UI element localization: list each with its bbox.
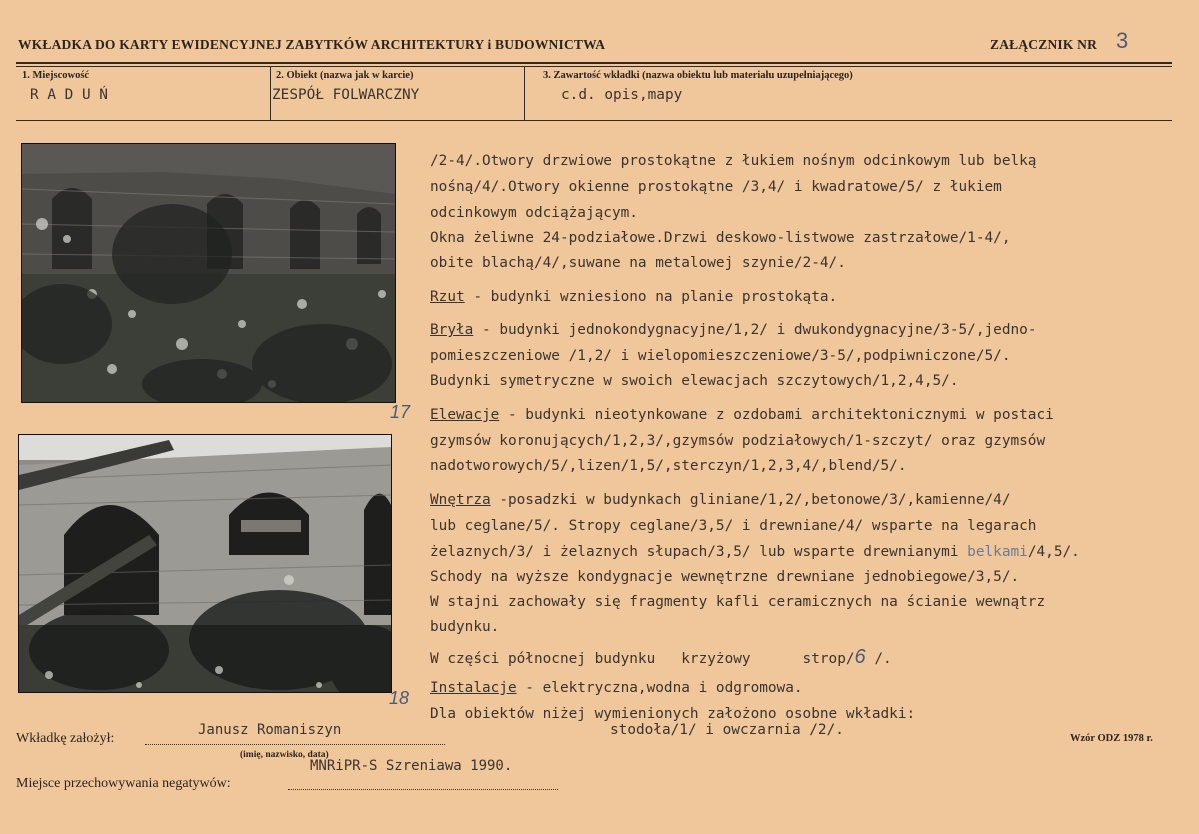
text-line: Dla obiektów niżej wymienionych założono osobne wkładki: [430,706,916,722]
storage-label: Miejsce przechowywania negatywów: [16,776,231,791]
table-bottom-rule [16,120,1172,121]
text-line: lub ceglane/5/. Stropy ceglane/3,5/ i drewniane/4/ wsparte na legarach [430,518,1037,534]
section-elewacje [430,407,1054,423]
section-heading: Elewacje [430,407,500,423]
section-rzut [430,289,837,305]
photo-ruined-wall-overgrown [21,143,396,403]
object-value: ZESPÓŁ FOLWARCZNY [272,87,420,103]
locality-value: R A D U Ń [30,87,108,103]
attachment-label: ZAŁĄCZNIK NR [990,37,1098,52]
storage-underline [288,789,558,790]
locality-label: 1. Miejscowość [22,70,90,81]
text-line: W stajni zachowały się fragmenty kafli ceramicznych na ścianie wewnątrz [430,594,1046,610]
storage-value: MNRiPR-S Szreniawa 1990. [310,758,513,774]
correction-word: belkami [967,544,1028,560]
section-heading: Wnętrza [430,492,491,508]
attachment-number: 3 [1116,28,1129,53]
text-line-north-part [430,646,892,669]
photo-brick-arches [18,434,392,693]
text-line: budynku. [430,619,500,635]
author-value: Janusz Romaniszyn [198,722,342,738]
text-line: nośną/4/.Otwory okienne prostokątne /3,4/ i kwadratowe/5/ z łukiem [430,179,1002,195]
content-label: 3. Zawartość wkładki (nazwa obiektu lub materiału uzupełniającego) [543,70,853,81]
text-segment: żelaznych/3/ i żelaznych słupach/3,5/ lub wsparte drewnianymi [430,544,968,560]
section-text: - budynki nieotynkowane z ozdobami architektonicznymi w postaci [499,407,1054,423]
section-text: - budynki jednokondygnacyjne/1,2/ i dwukondygnacyjne/3-5/,jedno- [473,322,1037,338]
text-line: obite blachą/4/,suwane na metalowej szynie/2-4/. [430,255,846,271]
text-line: Okna żeliwne 24-podziałowe.Drzwi deskowo-listwowe zastrzałowe/1-4/, [430,230,1011,246]
section-heading: Instalacje [430,680,517,696]
page-title: WKŁADKA DO KARTY EWIDENCYJNEJ ZABYTKÓW ARCHITEKTURY i BUDOWNICTWA [18,37,606,52]
table-divider-1 [270,66,271,120]
section-text: -posadzki w budynkach gliniane/1,2/,betonowe/3/,kamienne/4/ [490,492,1011,508]
handwritten-number: 6 [854,646,866,668]
text-line: pomieszczeniowe /1,2/ i wielopomieszczeniowe/3-5/,podpiwniczone/5/. [430,348,1011,364]
text-segment: /4,5/. [1027,544,1080,560]
photo-1-number: 17 [390,402,411,422]
section-wnetrza [430,492,1011,508]
author-label: Wkładkę założył: [16,731,115,746]
text-line: Schody na wyższe kondygnacje wewnętrzne drewniane jednobiegowe/3,5/. [430,569,1020,585]
content-value: c.d. opis,mapy [561,87,683,103]
text-segment: W części północnej budynku krzyżowy strop/ [430,651,855,667]
text-line: stodoła/1/ i owczarnia /2/. [610,722,844,738]
section-bryla [430,322,1036,338]
section-heading: Rzut [430,289,465,305]
text-line: gzymsów koronujących/1,2,3/,gzymsów podziałowych/1-szczyt/ oraz gzymsów [430,433,1046,449]
table-top-rule-2 [16,66,1172,67]
text-line [430,544,1080,560]
text-line: nadotworowych/5/,lizen/1,5/,sterczyn/1,2,3,4/,blend/5/. [430,458,907,474]
section-text: - elektryczna,wodna i odgromowa. [516,680,803,696]
photo-2-number: 18 [389,688,410,708]
text-line: Budynki symetryczne w swoich elewacjach szczytowych/1,2,4,5/. [430,373,959,389]
section-heading: Bryła [430,322,474,338]
table-divider-2 [524,66,525,120]
table-top-rule-1 [16,62,1172,64]
form-code: Wzór ODZ 1978 r. [1070,733,1153,744]
text-line: odcinkowym odciążającym. [430,205,638,221]
text-segment: /. [865,651,892,667]
author-underline [145,744,445,745]
object-label: 2. Obiekt (nazwa jak w karcie) [276,70,414,81]
text-line: /2-4/.Otwory drzwiowe prostokątne z łukiem nośnym odcinkowym lub belką [430,153,1037,169]
author-caption: (imię, nazwisko, data) [240,750,329,760]
section-text: - budynki wzniesiono na planie prostokąta. [464,289,838,305]
section-instalacje [430,680,803,696]
